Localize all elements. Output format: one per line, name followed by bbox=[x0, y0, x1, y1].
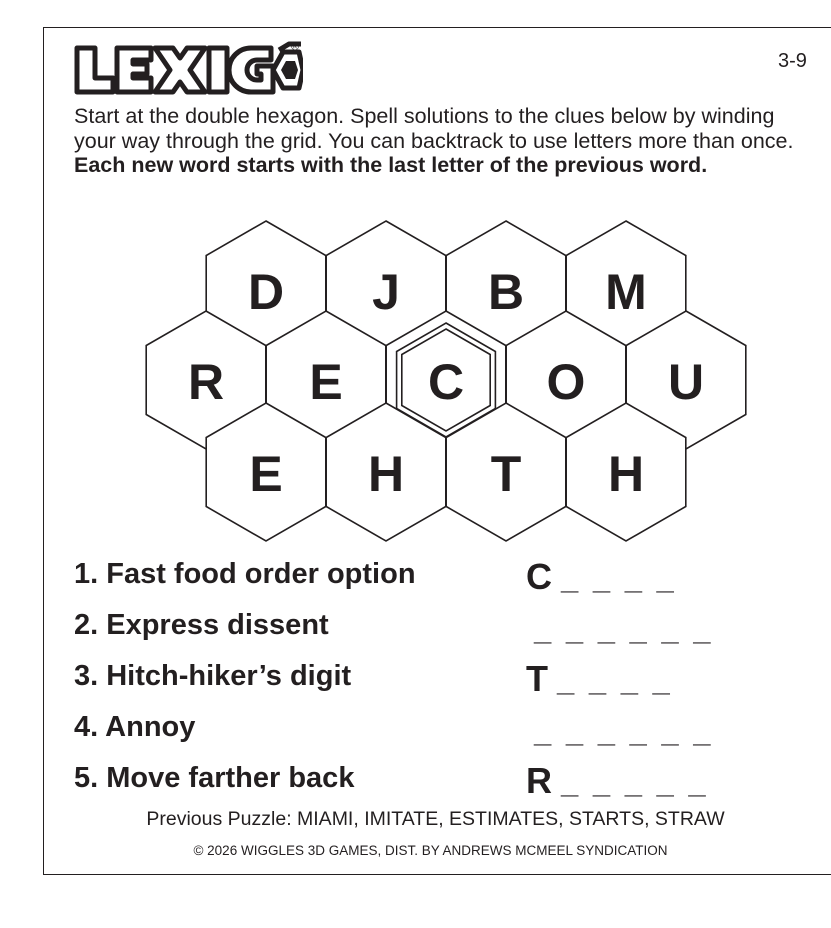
hex-letter: B bbox=[487, 264, 525, 320]
hex-letter: E bbox=[309, 354, 343, 410]
registered-mark: ® bbox=[291, 41, 300, 53]
hex-letter: U bbox=[667, 354, 705, 410]
puzzle-number: 3-9 bbox=[778, 50, 807, 72]
lexigo-logo-graphic bbox=[73, 40, 303, 96]
answer-1[interactable] bbox=[526, 556, 677, 598]
copyright-text: © 2026 WIGGLES 3D GAMES, DIST. BY ANDREWS MCMEEL SYNDICATION bbox=[193, 843, 668, 858]
answer-blanks: _ _ _ _ bbox=[561, 561, 677, 596]
hex-letter: O bbox=[546, 354, 586, 410]
hex-letter: E bbox=[249, 446, 283, 502]
answer-blanks: _ _ _ _ _ _ bbox=[534, 612, 714, 647]
clue-1: 1. Fast food order option bbox=[74, 558, 416, 590]
answer-first-letter: R bbox=[526, 760, 553, 801]
copyright-notice bbox=[0, 843, 831, 858]
clue-5: 5. Move farther back bbox=[74, 762, 355, 794]
previous-puzzle-answers bbox=[0, 808, 831, 831]
clue-3: 3. Hitch-hiker’s digit bbox=[74, 660, 352, 692]
instructions-text: Start at the double hexagon. Spell solutions to the clues below by winding your way through the grid. You can backtrack to use letters more than once. bbox=[74, 104, 794, 153]
previous-puzzle-text: Previous Puzzle: MIAMI, IMITATE, ESTIMATES, STARTS, STRAW bbox=[146, 808, 725, 830]
answer-blanks: _ _ _ _ _ bbox=[561, 765, 709, 800]
answer-2[interactable] bbox=[526, 607, 714, 649]
hex-letter: T bbox=[490, 446, 522, 502]
answer-blanks: _ _ _ _ bbox=[557, 663, 673, 698]
hex-letter: C bbox=[427, 354, 465, 410]
hex-letter: M bbox=[605, 264, 647, 320]
hex-letter: D bbox=[247, 264, 285, 320]
clue-4: 4. Annoy bbox=[74, 711, 196, 743]
instructions bbox=[74, 104, 804, 178]
answer-5[interactable] bbox=[526, 760, 709, 802]
hex-letter: J bbox=[372, 264, 400, 320]
answer-4[interactable] bbox=[526, 709, 714, 751]
hex-letter: H bbox=[367, 446, 405, 502]
instructions-bold-text: Each new word starts with the last letter of the previous word. bbox=[74, 153, 708, 177]
hex-letter: R bbox=[187, 354, 225, 410]
answer-first-letter: C bbox=[526, 556, 553, 597]
answer-3[interactable] bbox=[526, 658, 673, 700]
answer-blanks: _ _ _ _ _ _ bbox=[534, 714, 714, 749]
answer-first-letter: T bbox=[526, 658, 549, 699]
lexigo-logo bbox=[73, 40, 303, 96]
hex-letter: H bbox=[607, 446, 645, 502]
clue-2: 2. Express dissent bbox=[74, 609, 329, 641]
